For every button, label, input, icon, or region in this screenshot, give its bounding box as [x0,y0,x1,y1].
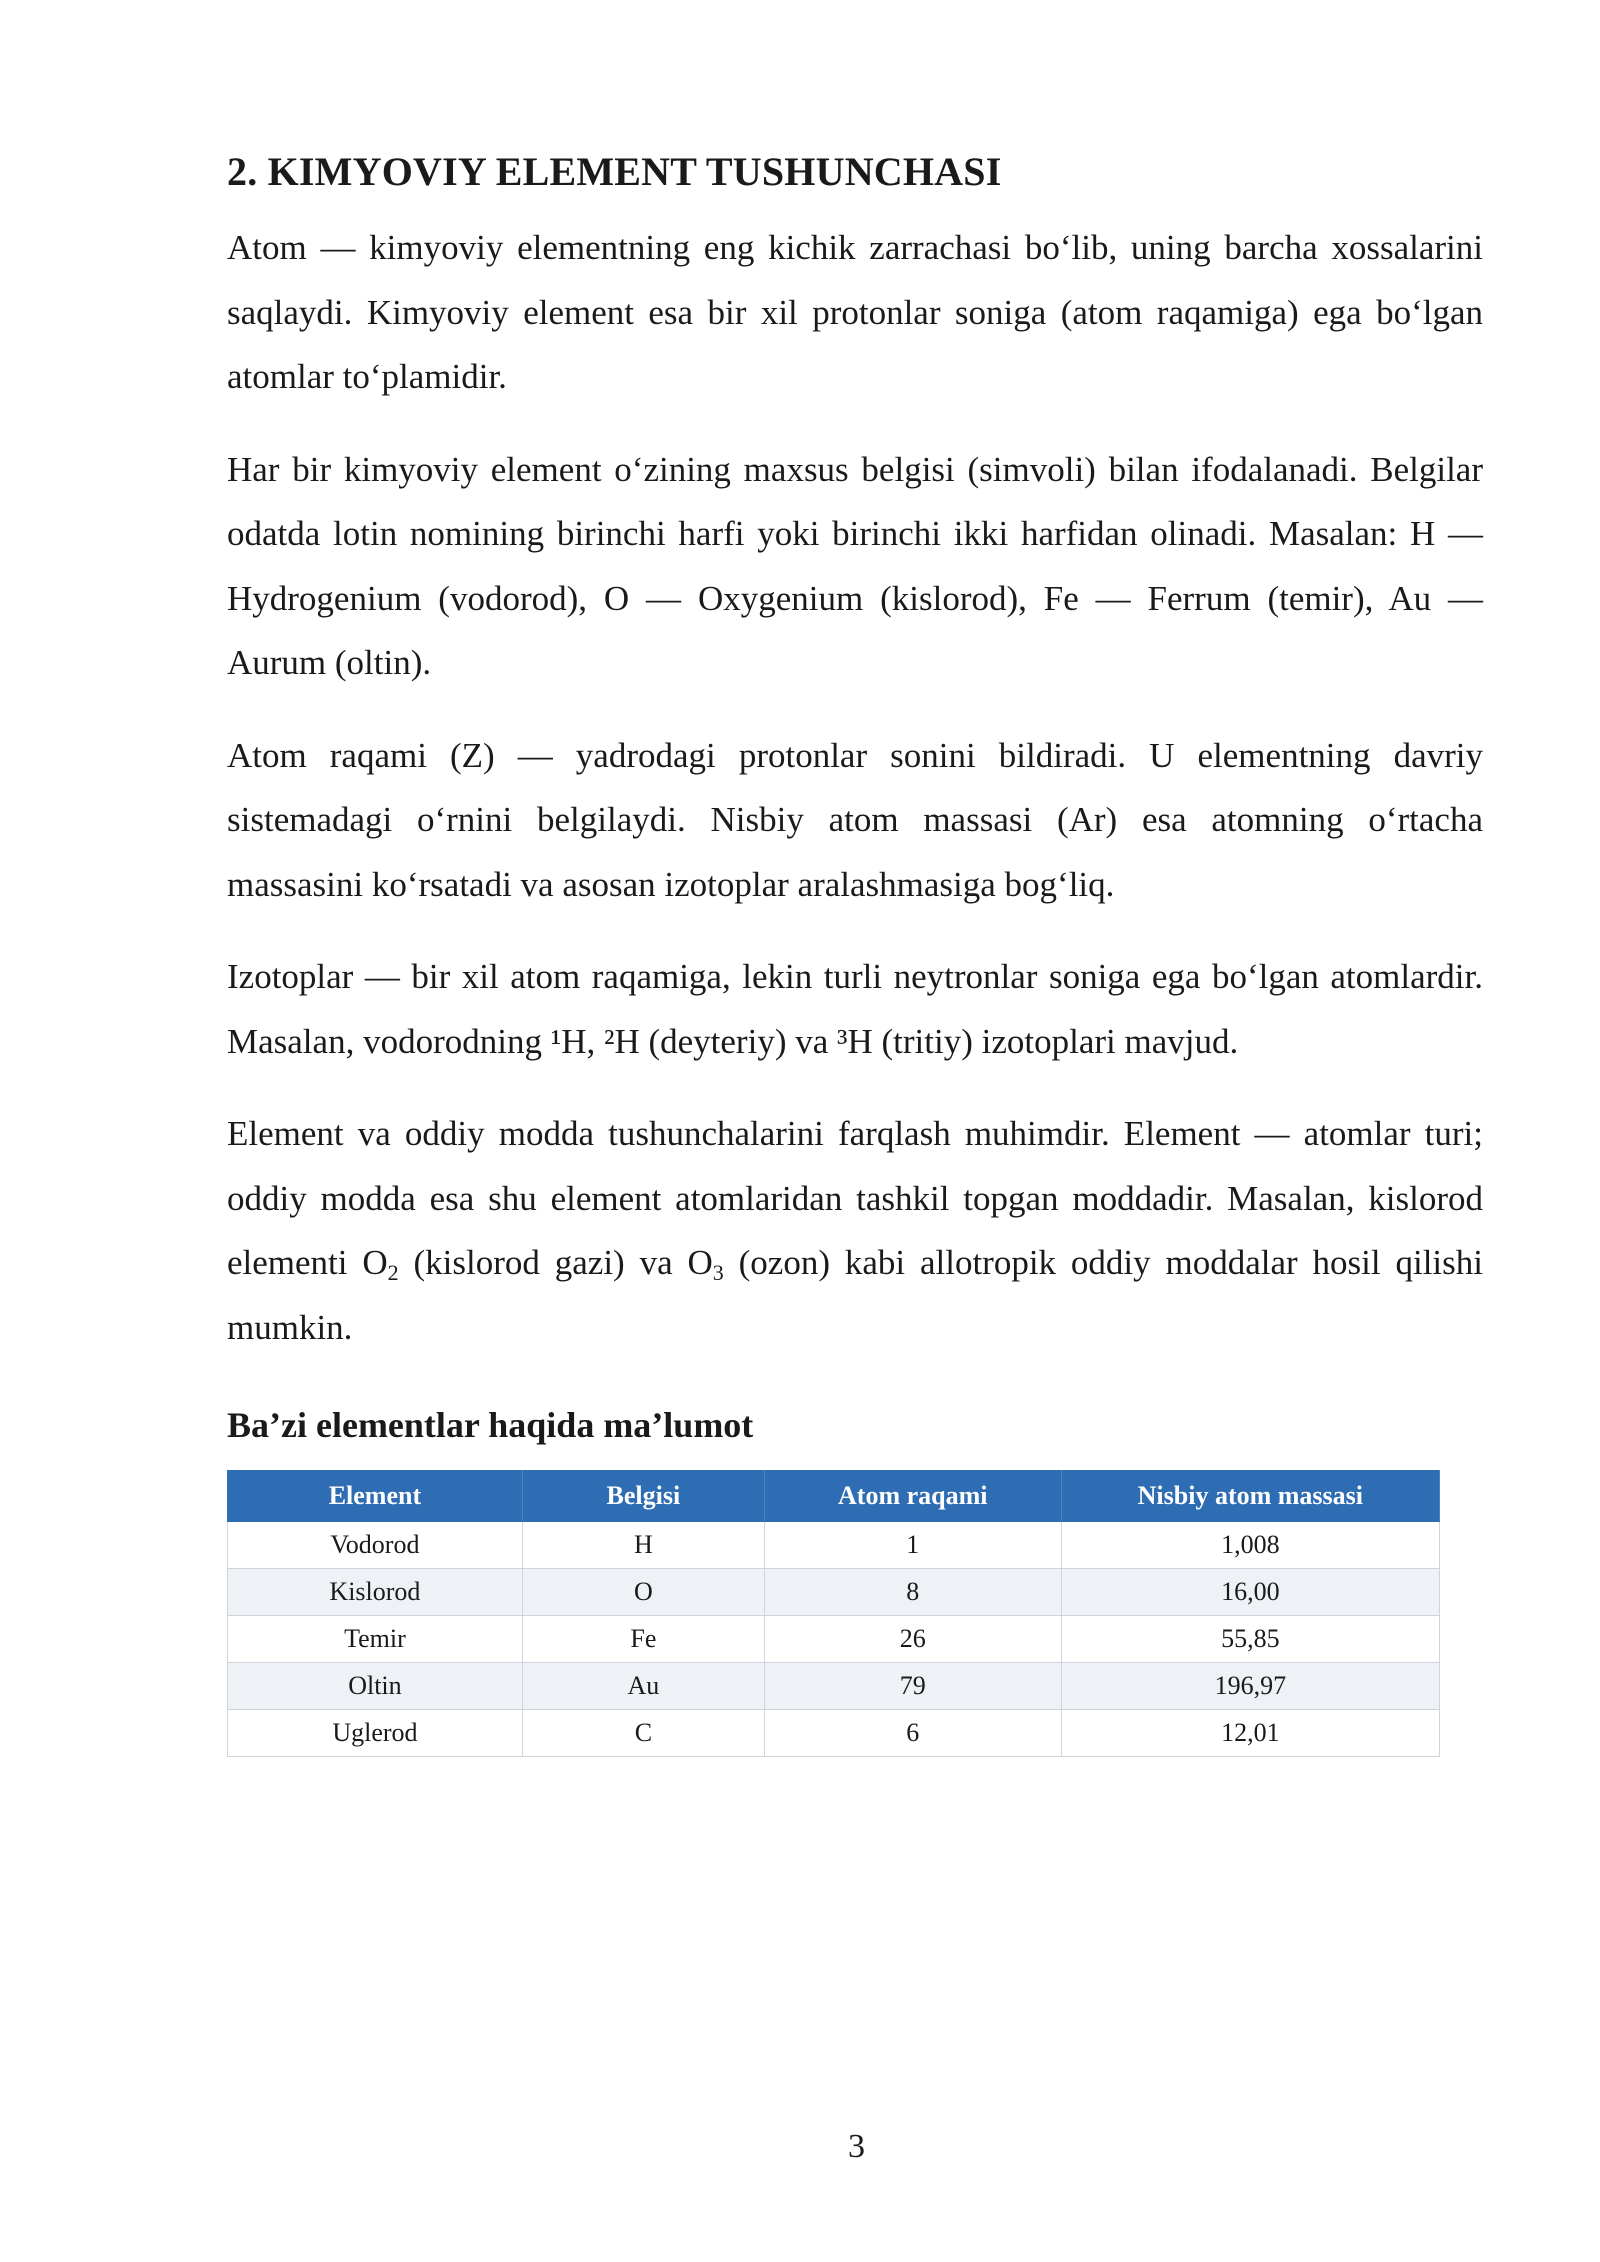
paragraph-element-symbols: Har bir kimyoviy element o‘zining maxsus belgisi (simvoli) bilan ifodalanadi. Belgilar odatda lotin nomining birinchi harfi yoki birinchi ikki harfidan olinadi. Masalan: H — Hydrogenium (vodorod), O — Oxygenium (kislorod), Fe — Ferrum (temir), Au — Aurum (oltin). [227,449,1483,682]
cell-atomic-mass: 196,97 [1061,1663,1439,1710]
table-title: Ba’zi elementlar haqida ma’lumot [227,1405,754,1445]
table-row [228,1616,1440,1663]
section-heading: 2. KIMYOVIY ELEMENT TUSHUNCHASI [227,149,1002,194]
cell-symbol: Au [522,1663,764,1710]
paragraph-simple-substance [227,1102,1483,1360]
table-header-row [228,1471,1440,1522]
cell-atomic-number: 1 [764,1522,1061,1569]
column-header-element: Element [228,1471,523,1522]
column-header-atomic-mass: Nisbiy atom massasi [1061,1471,1439,1522]
column-header-atomic-number: Atom raqami [764,1471,1061,1522]
paragraph-isotopes: Izotoplar — bir xil atom raqamiga, lekin turli neytronlar soniga ega bo‘lgan atomlardir. Masalan, vodorodning ¹H, ²H (deyteriy) va ³H (tritiy) izotoplari mavjud. [227,957,1483,1061]
paragraph-atom-definition: Atom — kimyoviy elementning eng kichik zarrachasi bo‘lib, uning barcha xossalarini saqlaydi. Kimyoviy element esa bir xil protonlar soniga (atom raqamiga) ega bo‘lgan atomlar to‘plamidir. [227,228,1483,396]
table-row [228,1710,1440,1757]
paragraph-atomic-number: Atom raqami (Z) — yadrodagi protonlar sonini bildiradi. U elementning davriy sistemadagi o‘rnini belgilaydi. Nisbiy atom massasi (Ar) esa atomning o‘rtacha massasini ko‘rsatadi va asosan izotoplar aralashmasiga bog‘liq. [227,735,1483,904]
cell-atomic-mass: 12,01 [1061,1710,1439,1757]
cell-symbol: H [522,1522,764,1569]
cell-atomic-number: 6 [764,1710,1061,1757]
cell-atomic-mass: 55,85 [1061,1616,1439,1663]
cell-element: Vodorod [228,1522,523,1569]
cell-atomic-number: 26 [764,1616,1061,1663]
cell-atomic-mass: 1,008 [1061,1522,1439,1569]
subscript: 2 [387,1260,399,1285]
cell-element: Kislorod [228,1569,523,1616]
table-row [228,1569,1440,1616]
document-page [227,150,1483,1757]
cell-atomic-mass: 16,00 [1061,1569,1439,1616]
cell-symbol: O [522,1569,764,1616]
cell-element: Uglerod [228,1710,523,1757]
page-number: 3 [848,2128,865,2165]
cell-symbol: C [522,1710,764,1757]
paragraph-text: (ozon) kabi allotropik oddiy moddalar hosil qilishi mumkin. [227,1243,1484,1347]
paragraph-text: (kislorod gazi) va O [398,1243,713,1282]
table-row [228,1663,1440,1710]
cell-atomic-number: 79 [764,1663,1061,1710]
column-header-symbol: Belgisi [522,1471,764,1522]
paragraph-text: Element va oddiy modda tushunchalarini farqlash muhimdir. Element — atomlar turi; oddiy modda esa shu element atomlaridan tashkil topgan moddadir. Masalan, kislorod elementi O [227,1114,1483,1282]
elements-table [227,1470,1440,1757]
table-row [228,1522,1440,1569]
subscript: 3 [712,1260,724,1285]
cell-element: Oltin [228,1663,523,1710]
cell-atomic-number: 8 [764,1569,1061,1616]
cell-symbol: Fe [522,1616,764,1663]
cell-element: Temir [228,1616,523,1663]
